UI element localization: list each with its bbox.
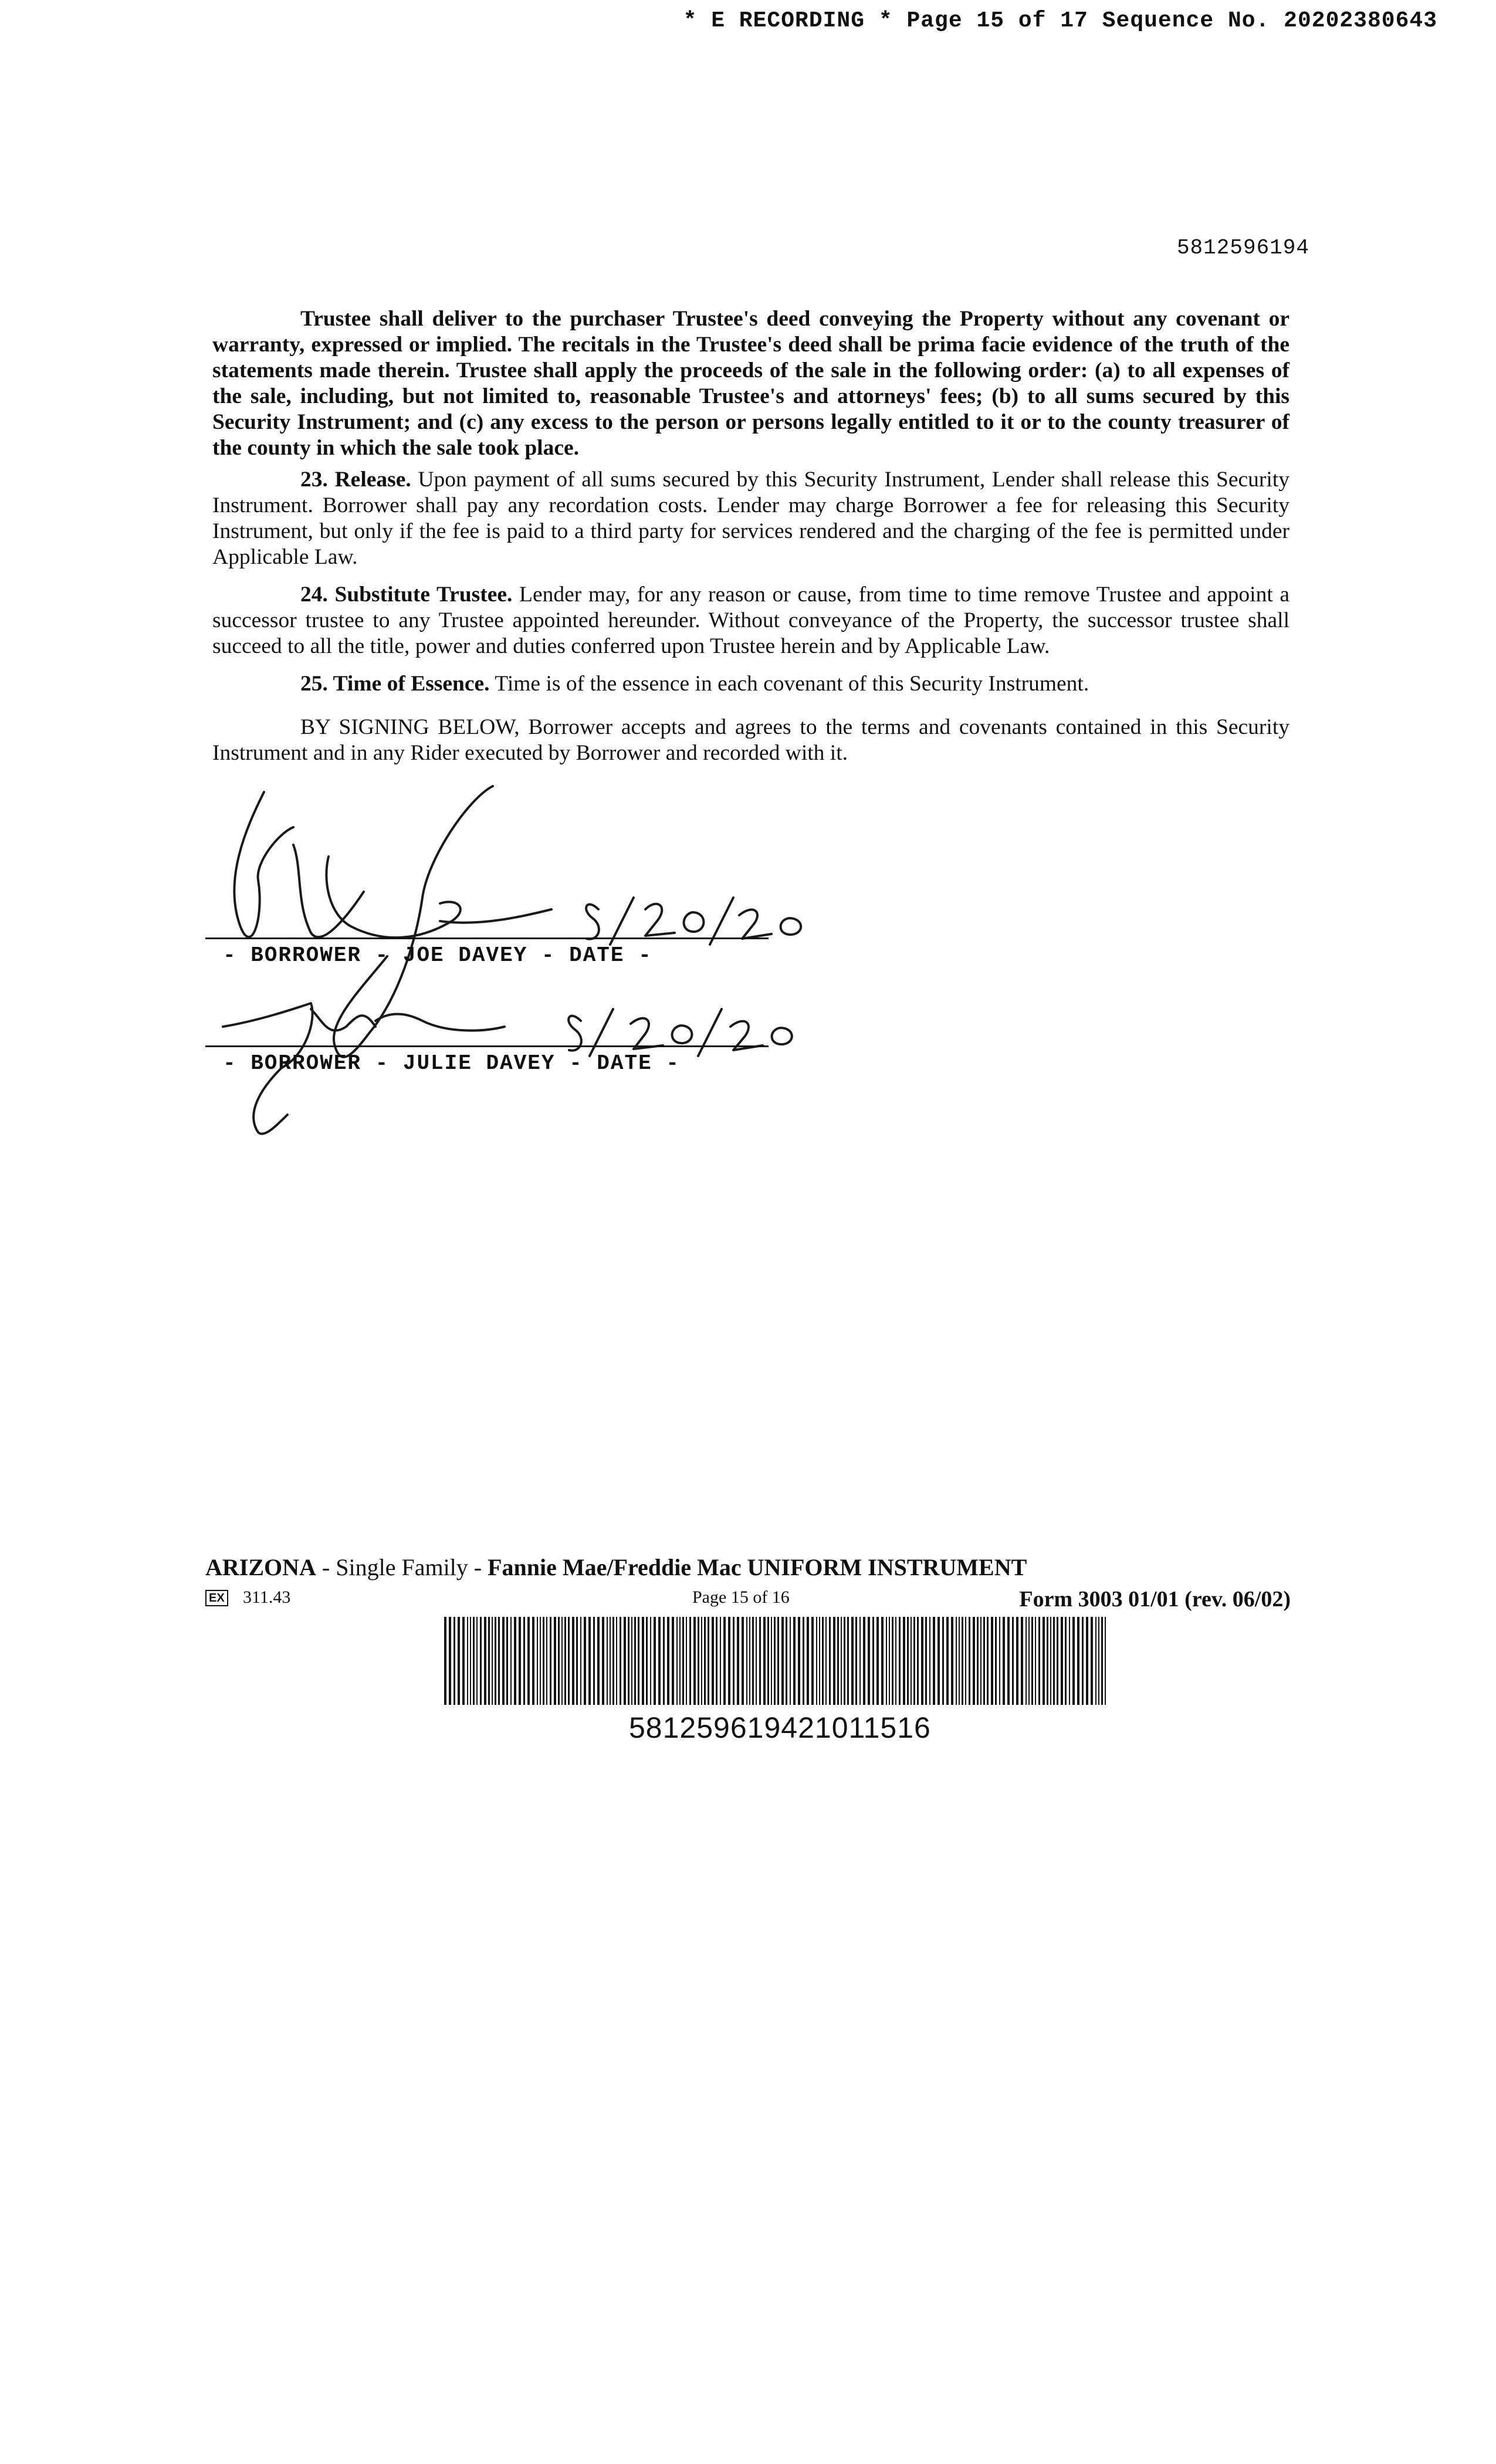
barcode-bar: [612, 1617, 614, 1705]
barcode-bar: [1053, 1617, 1055, 1705]
barcode-bar: [899, 1617, 901, 1705]
barcode-bar: [638, 1617, 639, 1705]
barcode-bar: [663, 1617, 665, 1705]
signature-line-julie: [205, 1045, 769, 1047]
barcode-bar: [951, 1617, 953, 1705]
barcode-bar: [1047, 1617, 1048, 1705]
barcode-bar: [907, 1617, 909, 1705]
barcode-bar: [467, 1617, 468, 1705]
barcode-bar: [1012, 1617, 1014, 1705]
barcode-bar: [756, 1617, 757, 1705]
barcode-bar: [987, 1617, 989, 1705]
barcode-bar: [444, 1617, 446, 1705]
barcode-bar: [965, 1617, 966, 1705]
barcode-bar: [686, 1617, 687, 1705]
ex-badge: EX: [205, 1590, 228, 1606]
section-25-paragraph: [212, 671, 1289, 697]
barcode-bar: [819, 1617, 820, 1705]
barcode-bar: [763, 1617, 766, 1705]
barcode-bar: [558, 1617, 560, 1705]
barcode-bar: [672, 1617, 674, 1705]
barcode-bar: [1086, 1617, 1088, 1705]
form-state: ARIZONA: [205, 1554, 316, 1580]
barcode-bar: [550, 1617, 551, 1705]
barcode-bar: [561, 1617, 563, 1705]
barcode-bar: [1028, 1617, 1030, 1705]
barcode-bar: [607, 1617, 608, 1705]
barcode-bar: [774, 1617, 776, 1705]
barcode-bar: [863, 1617, 865, 1705]
barcode-bar: [537, 1617, 538, 1705]
signing-statement: BY SIGNING BELOW, Borrower accepts and agrees to the terms and covenants contained in this Security Instrument and in any Rider executed by Borrower and recorded with it.: [212, 715, 1289, 765]
trustee-deed-paragraph: Trustee shall deliver to the purchaser Trustee's deed conveying the Property without any covenant or warranty, expressed or implied. The recitals in the Trustee's deed shall be prima facie evidence of the truth of the statements made therein. Trustee shall apply the proceeds of the sale in the following order: (a) to all expenses of the sale, including, but not limited to, reasonable Trustee's and attorneys' fees; (b) to all sums secured by this Security Instrument; and (c) any excess to the person or persons legally entitled to it or to the county treasurer of the county in which the sale took place.: [212, 307, 1289, 460]
barcode-bar: [449, 1617, 451, 1705]
barcode-bar: [532, 1617, 534, 1705]
barcode-bar: [1082, 1617, 1084, 1705]
barcode-bar: [689, 1617, 691, 1705]
barcode-bar: [682, 1617, 684, 1705]
barcode-bar: [925, 1617, 927, 1705]
barcode-bar: [868, 1617, 870, 1705]
barcode-bar: [564, 1617, 566, 1705]
barcode-bar: [881, 1617, 884, 1705]
barcode-bar: [749, 1617, 750, 1705]
barcode-bar: [650, 1617, 651, 1705]
barcode-bar: [527, 1617, 530, 1705]
document-body: [212, 306, 1289, 778]
barcode-bar: [913, 1617, 915, 1705]
barcode-bar: [837, 1617, 839, 1705]
barcode-bar: [959, 1617, 960, 1705]
barcode-bar: [822, 1617, 824, 1705]
barcode-bar: [742, 1617, 744, 1705]
barcode-bar: [597, 1617, 600, 1705]
barcode-bar: [977, 1617, 979, 1705]
barcode-bar: [995, 1617, 997, 1705]
barcode-bar: [980, 1617, 981, 1705]
barcode-bar: [462, 1617, 465, 1705]
barcode-bar: [484, 1617, 486, 1705]
barcode-bar: [676, 1617, 678, 1705]
barcode-bar: [1077, 1617, 1079, 1705]
barcode-bar: [634, 1617, 636, 1705]
barcode-bar: [704, 1617, 706, 1705]
section-25-heading: 25. Time of Essence.: [300, 672, 490, 696]
section-24-text: Lender may, for any reason or cause, from time to time remove Trustee and appoint a successor trustee to any Trustee appointed hereunder. Without conveyance of the Property, the successor trustee shall succeed to all the title, power and duties conferred upon Trustee herein and by Applicable Law.: [212, 583, 1290, 658]
barcode-bar: [1038, 1617, 1040, 1705]
barcode-bar: [1035, 1617, 1036, 1705]
recording-header: * E RECORDING * Page 15 of 17 Sequence No. 20202380643: [683, 8, 1437, 33]
barcode-bar: [495, 1617, 496, 1705]
barcode-bar: [973, 1617, 975, 1705]
barcode-bar: [642, 1617, 644, 1705]
barcode-bar: [510, 1617, 512, 1705]
barcode-bar: [803, 1617, 804, 1705]
barcode-bar: [580, 1617, 581, 1705]
barcode-bar: [911, 1617, 912, 1705]
barcode-bar: [716, 1617, 717, 1705]
barcode-bar: [811, 1617, 814, 1705]
barcode-bar: [631, 1617, 632, 1705]
barcode-bar: [624, 1617, 626, 1705]
barcode-bar: [698, 1617, 699, 1705]
barcode-bar: [568, 1617, 570, 1705]
barcode-bar: [554, 1617, 556, 1705]
barcode-bar: [1101, 1617, 1103, 1705]
barcode-bar: [693, 1617, 696, 1705]
barcode-bar: [1050, 1617, 1051, 1705]
barcode-bar: [523, 1617, 525, 1705]
barcode-bar: [723, 1617, 726, 1705]
barcode-bar: [576, 1617, 578, 1705]
section-23-paragraph: [212, 467, 1289, 570]
barcode-bar: [701, 1617, 702, 1705]
barcode-bar: [1069, 1617, 1070, 1705]
barcode-bar: [1091, 1617, 1093, 1705]
barcode-bar: [921, 1617, 923, 1705]
barcode-bar: [781, 1617, 784, 1705]
barcode-bar: [962, 1617, 963, 1705]
section-24-heading: 24. Substitute Trustee.: [300, 583, 513, 607]
barcode-bar: [847, 1617, 849, 1705]
barcode-bar: [616, 1617, 617, 1705]
barcode-bar: [752, 1617, 754, 1705]
barcode-bar: [737, 1617, 739, 1705]
form-number: Form 3003 01/01 (rev. 06/02): [1019, 1587, 1291, 1612]
barcode-bar: [759, 1617, 761, 1705]
barcode-bar: [767, 1617, 769, 1705]
barcode-bar: [654, 1617, 656, 1705]
barcode-bar: [453, 1617, 455, 1705]
barcode-bar: [933, 1617, 935, 1705]
barcode-bar: [841, 1617, 842, 1705]
barcode-bar: [1098, 1617, 1099, 1705]
barcode-bar: [929, 1617, 930, 1705]
barcode-bar: [708, 1617, 709, 1705]
barcode-bar: [816, 1617, 817, 1705]
section-23-text: Upon payment of all sums secured by this Security Instrument, Lender shall release this Security Instrument. Borrower shall pay any recordation costs. Lender may charge Borrower a fee for releasing this Security Instrument, but only if the fee is paid to a third party for services rendered and the charging of the fee is permitted under Applicable Law.: [212, 468, 1289, 569]
barcode-bar: [658, 1617, 661, 1705]
barcode-bar: [712, 1617, 714, 1705]
barcode-bar: [733, 1617, 735, 1705]
barcode-bar: [991, 1617, 993, 1705]
form-footer-row: [205, 1588, 1291, 1613]
barcode-bar: [1007, 1617, 1010, 1705]
barcode-bar: [546, 1617, 547, 1705]
barcode-bar: [1003, 1617, 1005, 1705]
barcode-bar: [1031, 1617, 1033, 1705]
barcode-bar: [855, 1617, 857, 1705]
barcode-bar: [572, 1617, 574, 1705]
barcode-bar: [892, 1617, 893, 1705]
barcode-bar: [543, 1617, 544, 1705]
section-23-heading: 23. Release.: [300, 468, 411, 492]
barcode-bar: [728, 1617, 730, 1705]
barcode-bar: [667, 1617, 669, 1705]
barcode-bar: [807, 1617, 809, 1705]
barcode-bar: [498, 1617, 500, 1705]
barcode-bar: [790, 1617, 791, 1705]
barcode-bar: [872, 1617, 874, 1705]
barcode-bar: [876, 1617, 879, 1705]
barcode-bar: [917, 1617, 919, 1705]
barcode-bar: [983, 1617, 985, 1705]
barcode-bar: [793, 1617, 796, 1705]
barcode-bar: [942, 1617, 944, 1705]
barcode-bar: [777, 1617, 779, 1705]
signature-label-julie: - BORROWER - JULIE DAVEY - DATE -: [223, 1051, 680, 1075]
barcode-bar: [473, 1617, 475, 1705]
form-code: 311.43: [243, 1588, 291, 1607]
barcode-bar: [1095, 1617, 1096, 1705]
barcode-bar: [786, 1617, 787, 1705]
barcode-bar: [588, 1617, 591, 1705]
barcode-bar: [584, 1617, 586, 1705]
barcode-bar: [602, 1617, 604, 1705]
barcode-bar: [833, 1617, 835, 1705]
barcode-bar: [610, 1617, 611, 1705]
barcode-number: 581259619421011516: [629, 1711, 931, 1744]
barcode-bar: [1065, 1617, 1067, 1705]
barcode-bar: [859, 1617, 861, 1705]
barcode-bar: [937, 1617, 940, 1705]
barcode-bar: [720, 1617, 721, 1705]
barcode-bar: [470, 1617, 471, 1705]
barcode-bar: [771, 1617, 772, 1705]
joe-signature-stroke: [234, 792, 293, 937]
section-24-paragraph: [212, 582, 1289, 659]
barcode-bar: [999, 1617, 1000, 1705]
barcode-bar: [458, 1617, 460, 1705]
barcode-bar: [946, 1617, 949, 1705]
barcode-bar: [956, 1617, 957, 1705]
barcode-bar: [1021, 1617, 1023, 1705]
barcode-bar: [620, 1617, 621, 1705]
page-number: Page 15 of 16: [692, 1588, 790, 1607]
barcode-bar: [1072, 1617, 1075, 1705]
barcode-bar: [506, 1617, 508, 1705]
barcode-bar: [889, 1617, 890, 1705]
barcode-bar: [492, 1617, 493, 1705]
barcode-bar: [886, 1617, 887, 1705]
barcode-bar: [476, 1617, 478, 1705]
loan-number: 5812596194: [1176, 236, 1309, 260]
barcode-bar: [540, 1617, 541, 1705]
barcode-bar: [519, 1617, 521, 1705]
barcode-bar: [514, 1617, 516, 1705]
section-25-text: Time is of the essence in each covenant of this Security Instrument.: [489, 672, 1089, 696]
barcode-bar: [1061, 1617, 1063, 1705]
barcode-bar: [851, 1617, 854, 1705]
barcode-bar: [502, 1617, 505, 1705]
signature-label-joe: - BORROWER - JOE DAVEY - DATE -: [223, 943, 652, 967]
barcode-bar: [825, 1617, 827, 1705]
joe-date-stroke: [586, 905, 599, 939]
barcode: [443, 1617, 1112, 1705]
barcode-bar: [1016, 1617, 1018, 1705]
barcode-bar: [844, 1617, 845, 1705]
barcode-bar: [679, 1617, 681, 1705]
form-title: [205, 1553, 1027, 1581]
barcode-bar: [1025, 1617, 1027, 1705]
barcode-bar: [746, 1617, 747, 1705]
barcode-bar: [1043, 1617, 1045, 1705]
barcode-bar: [1105, 1617, 1106, 1705]
barcode-bar: [646, 1617, 648, 1705]
barcode-bar: [829, 1617, 831, 1705]
signature-line-joe: [205, 937, 769, 939]
barcode-bar: [903, 1617, 905, 1705]
barcode-bar: [1057, 1617, 1058, 1705]
barcode-bar: [969, 1617, 970, 1705]
barcode-bar: [798, 1617, 800, 1705]
barcode-bar: [488, 1617, 490, 1705]
barcode-bar: [628, 1617, 629, 1705]
barcode-bar: [593, 1617, 595, 1705]
barcode-bar: [895, 1617, 896, 1705]
barcode-bar: [480, 1617, 482, 1705]
form-program: Fannie Mae/Freddie Mac UNIFORM INSTRUMENT: [488, 1554, 1027, 1580]
form-type: - Single Family -: [316, 1554, 488, 1580]
